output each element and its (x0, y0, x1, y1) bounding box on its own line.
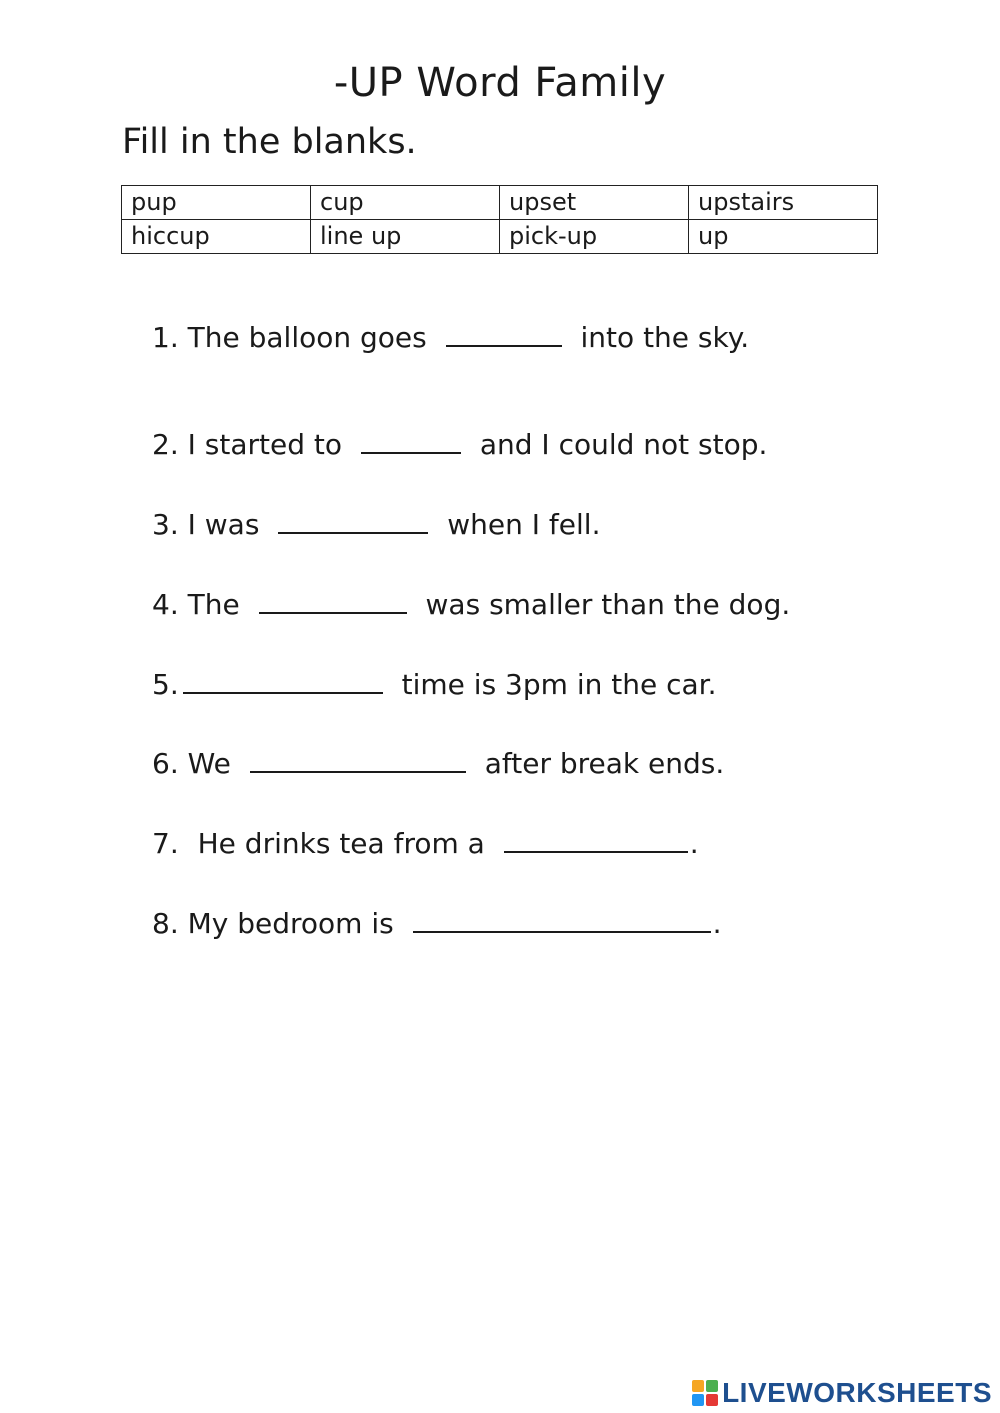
question-text-before: I started to (187, 428, 343, 461)
question-text-after: was smaller than the dog. (425, 588, 791, 621)
word-bank-cell: up (689, 220, 878, 254)
answer-blank-8[interactable] (413, 905, 711, 933)
logo-square (692, 1380, 704, 1392)
question-5 (152, 665, 717, 705)
question-4 (152, 585, 790, 625)
answer-blank-3[interactable] (278, 506, 428, 534)
logo-text: LIVEWORKSHEETS (722, 1377, 992, 1408)
question-6 (152, 744, 724, 784)
question-text-after: into the sky. (580, 321, 750, 354)
question-text-after: and I could not stop. (479, 428, 768, 461)
question-number: 4. (152, 588, 179, 621)
question-7 (152, 824, 699, 864)
word-bank-row (122, 186, 878, 220)
word-bank-row (122, 220, 878, 254)
word-bank-cell: line up (311, 220, 500, 254)
word-bank-cell: cup (311, 186, 500, 220)
word-bank-table (121, 185, 878, 254)
question-text-after: after break ends. (484, 747, 725, 780)
question-number: 6. (152, 747, 179, 780)
question-text-after: when I fell. (447, 508, 601, 541)
word-bank-cell: upset (500, 186, 689, 220)
answer-blank-2[interactable] (361, 426, 461, 454)
question-8 (152, 904, 722, 944)
question-number: 5. (152, 668, 179, 701)
question-text-after: time is 3pm in the car. (401, 668, 717, 701)
question-text-before: I was (187, 508, 260, 541)
word-bank-cell: upstairs (689, 186, 878, 220)
word-bank-cell: hiccup (122, 220, 311, 254)
answer-blank-4[interactable] (259, 586, 407, 614)
answer-blank-1[interactable] (446, 319, 562, 347)
page-title: -UP Word Family (333, 60, 667, 106)
logo-square (692, 1394, 704, 1406)
question-2 (152, 425, 767, 465)
question-text-before: He drinks tea from a (197, 827, 485, 860)
question-number: 7. (152, 827, 179, 860)
word-bank-cell: pick-up (500, 220, 689, 254)
answer-blank-6[interactable] (250, 745, 466, 773)
logo-square (706, 1394, 718, 1406)
logo-square (706, 1380, 718, 1392)
answer-blank-7[interactable] (504, 825, 688, 853)
question-text-after: . (689, 827, 699, 860)
question-number: 3. (152, 508, 179, 541)
instruction: Fill in the blanks. (122, 122, 417, 162)
word-bank-cell: pup (122, 186, 311, 220)
question-text-before: The balloon goes (187, 321, 427, 354)
question-number: 2. (152, 428, 179, 461)
logo-mark-icon (692, 1380, 718, 1406)
question-text-before: My bedroom is (187, 907, 394, 940)
question-number: 8. (152, 907, 179, 940)
question-1 (152, 318, 749, 358)
question-text-after: . (712, 907, 722, 940)
question-3 (152, 505, 600, 545)
answer-blank-5[interactable] (183, 666, 383, 694)
question-text-before: We (187, 747, 231, 780)
question-text-before: The (187, 588, 240, 621)
question-number: 1. (152, 321, 179, 354)
liveworksheets-logo (692, 1376, 992, 1410)
